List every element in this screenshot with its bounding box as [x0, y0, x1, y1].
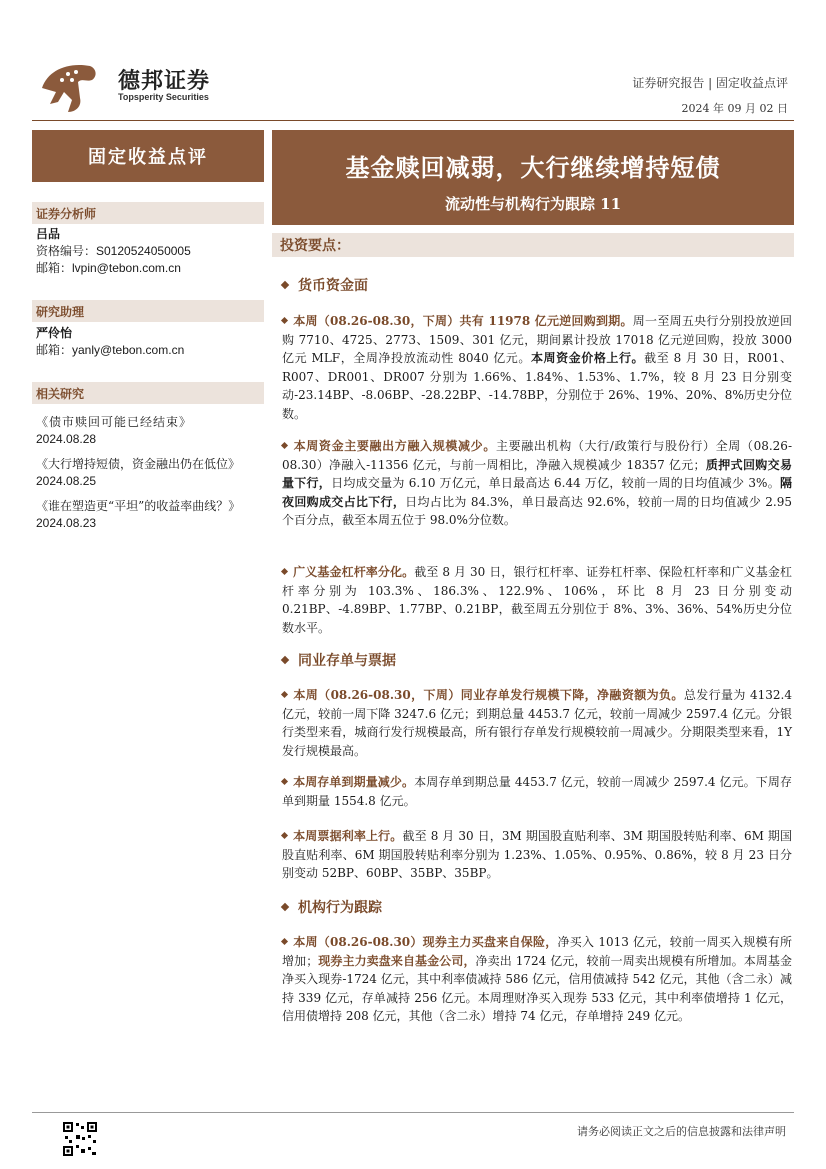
paragraph-text: 日均占比为 84.3%，单日最高达 92.6%，较前一周的日均值减少 2.95 个百分点，截至本周五位于 98.0%分位数。 — [282, 494, 792, 527]
section-title-text: 同业存单与票据 — [298, 653, 396, 669]
analyst-section-title: 证券分析师 — [32, 202, 264, 224]
paragraph-text: 截至 8 月 30 日，3M 期国股直贴利率、3M 期国股转贴利率、6M 期国股直贴利率、6M 期国股转贴利率分别为 1.23%、1.05%、0.95%、0.86%，较 8 月 23 日分别变动 52BP、60BP、35BP、35BP。 — [282, 829, 792, 880]
paragraph-highlight: 本周资金主要融出方融入规模减少。 — [293, 439, 496, 453]
related-item[interactable] — [36, 456, 262, 490]
paragraph-bill-rates — [282, 827, 792, 883]
legal-disclaimer: 请务必阅读正文之后的信息披露和法律声明 — [577, 1125, 786, 1138]
related-research-list — [36, 414, 262, 532]
related-item-date: 2024.08.28 — [36, 432, 97, 446]
related-item[interactable] — [36, 414, 262, 448]
investment-highlights-heading: 投资要点： — [272, 233, 794, 257]
section-title-money-market — [282, 275, 368, 295]
paragraph-highlight: 本周票据利率上行。 — [293, 829, 403, 843]
diamond-icon — [281, 656, 289, 664]
analyst-license: 资格编号：S0120524050005 — [36, 244, 191, 258]
analyst-email[interactable]: 邮箱：lvpin@tebon.com.cn — [36, 261, 181, 275]
paragraph-text: 净卖出 1724 亿元，较前一周卖出规模有所增加。本周基金净买入现券-1724 亿元，其中利率债减持 586 亿元，信用债减持 542 亿元，其他（含二永）减持 339 亿元，存单减持 256 亿元。本周理财净买入现券 533 亿元，其中利率债增持 1 亿元，信用债增持 208 亿元，其他（含二永）增持 74 亿元，存单增持 249 亿元。 — [282, 953, 792, 1023]
assistant-section-title: 研究助理 — [32, 300, 264, 322]
paragraph-leverage — [282, 563, 792, 637]
paragraph-highlight: 现券主力卖盘来自基金公司， — [318, 953, 476, 968]
paragraph-text: 日均成交量为 6.10 万亿元，单日最高达 6.44 万亿，较前一周的日均值减少 3%。 — [331, 476, 780, 490]
section-title-text: 货币资金面 — [298, 278, 368, 294]
analyst-name: 吕品 — [36, 227, 61, 241]
diamond-icon — [281, 903, 289, 911]
paragraph-highlight: 本周（08.26-08.30，下周）共有 11978 亿元逆回购到期。 — [293, 314, 633, 328]
related-item-title: 《大行增持短债，资金融出仍在低位》 — [36, 457, 241, 471]
paragraph-text: 周一至周五央行分别投放逆回购 7710、4725、2773、1509、301 亿元，期间累计投放 17018 亿元逆回购，投放 3000 亿元 MLF，全周净投放流动性 8040 亿元。 — [282, 314, 792, 365]
assistant-email[interactable]: 邮箱：yanly@tebon.com.cn — [36, 343, 185, 357]
paragraph-text: 截至 8 月 30 日，银行杠杆率、证券杠杆率、保险杠杆率和广义基金杠杆率分别为 103.3%、186.3%、122.9%、106%，环比 8 月 23 日分别变动 0.21BP、-4.89BP、1.77BP、0.21BP，截至周五分别位于 8%、3%、36%、54%历史分位数水平。 — [282, 565, 792, 635]
paragraph-text: 截至 8 月 30 日，R001、R007、DR001、DR007 分别为 1.66%、1.84%、1.53%、1.7%，较 8 月 23 日分别变动-23.14BP、-8.06BP、-28.22BP、-14.78BP，分别位于 26%、19%、20%、8%历史分位数。 — [282, 351, 792, 421]
qr-code-icon[interactable] — [62, 1121, 98, 1157]
paragraph-highlight: 本周（08.26-08.30，下周）同业存单发行规模下降，净融资额为负。 — [293, 688, 684, 702]
footer-divider — [32, 1112, 794, 1113]
company-logo — [38, 58, 100, 116]
paragraph-text: 本周存单到期总量 4453.7 亿元，较前一周减少 2597.4 亿元。下周存单到期量 1554.8 亿元。 — [282, 775, 792, 808]
related-research-title: 相关研究 — [32, 382, 264, 404]
paragraph-text: 总发行量为 4132.4 亿元，较前一周下降 3247.6 亿元；到期总量 4453.7 亿元，较前一周减少 2597.4 亿元。分银行类型来看，城商行发行规模最高，所有银行存单发行规模较前一周减少。分期限类型来看，1Y 发行规模最高。 — [282, 688, 792, 758]
company-name-en: Topsperity Securities — [118, 92, 209, 102]
bullet-icon — [281, 778, 288, 785]
bullet-icon — [281, 691, 288, 698]
section-title-institutions — [282, 897, 382, 917]
report-title: 基金赎回减弱，大行继续增持短债 — [345, 153, 721, 182]
section-title-ncd — [282, 650, 396, 670]
related-item-date: 2024.08.23 — [36, 516, 97, 530]
report-type: 证券研究报告 | 固定收益点评 — [632, 76, 788, 90]
report-subtitle: 流动性与机构行为跟踪 11 — [444, 195, 622, 213]
paragraph-fund-lenders — [282, 437, 792, 530]
analyst-info — [36, 226, 262, 277]
bullet-icon — [281, 568, 288, 575]
paragraph-ncd-issuance — [282, 686, 792, 760]
paragraph-highlight: 本周存单到期量减少。 — [293, 775, 415, 789]
paragraph-highlight: 本周资金价格上行。 — [530, 351, 645, 365]
paragraph-ncd-maturity — [282, 773, 792, 810]
paragraph-repo-maturity — [282, 312, 792, 423]
paragraph-highlight: 本周（08.26-08.30）现券主力买盘来自保险， — [293, 935, 558, 949]
assistant-name: 严伶怡 — [36, 326, 73, 340]
report-category-banner: 固定收益点评 — [32, 130, 264, 182]
paragraph-highlight: 隔夜回购成交占比下行， — [282, 476, 792, 509]
header-divider — [32, 120, 794, 121]
paragraph-highlight: 广义基金杠杆率分化。 — [293, 565, 415, 579]
title-banner — [272, 130, 794, 225]
paragraph-text: 净买入 1013 亿元，较前一周买入规模有所增加； — [282, 935, 792, 968]
paragraph-highlight: 质押式回购交易量下行， — [282, 457, 792, 490]
bullet-icon — [281, 317, 288, 324]
bullet-icon — [281, 442, 288, 449]
related-item-title: 《债市赎回可能已经结束》 — [36, 415, 193, 429]
bullet-icon — [281, 832, 288, 839]
bullet-icon — [281, 938, 288, 945]
assistant-info — [36, 325, 262, 359]
paragraph-institution-flows — [282, 933, 792, 1026]
related-item[interactable] — [36, 498, 262, 532]
paragraph-text: 主要融出机构（大行/政策行与股份行）全周（08.26-08.30）净融入-11356 亿元，与前一周相比，净融入规模减少 18357 亿元； — [282, 439, 792, 472]
diamond-icon — [281, 281, 289, 289]
section-title-text: 机构行为跟踪 — [298, 900, 382, 916]
related-item-title: 《谁在塑造更“平坦”的收益率曲线？》 — [36, 499, 241, 513]
related-item-date: 2024.08.25 — [36, 474, 97, 488]
company-name-cn: 德邦证券 — [118, 69, 211, 94]
report-date: 2024 年 09 月 02 日 — [681, 102, 788, 115]
